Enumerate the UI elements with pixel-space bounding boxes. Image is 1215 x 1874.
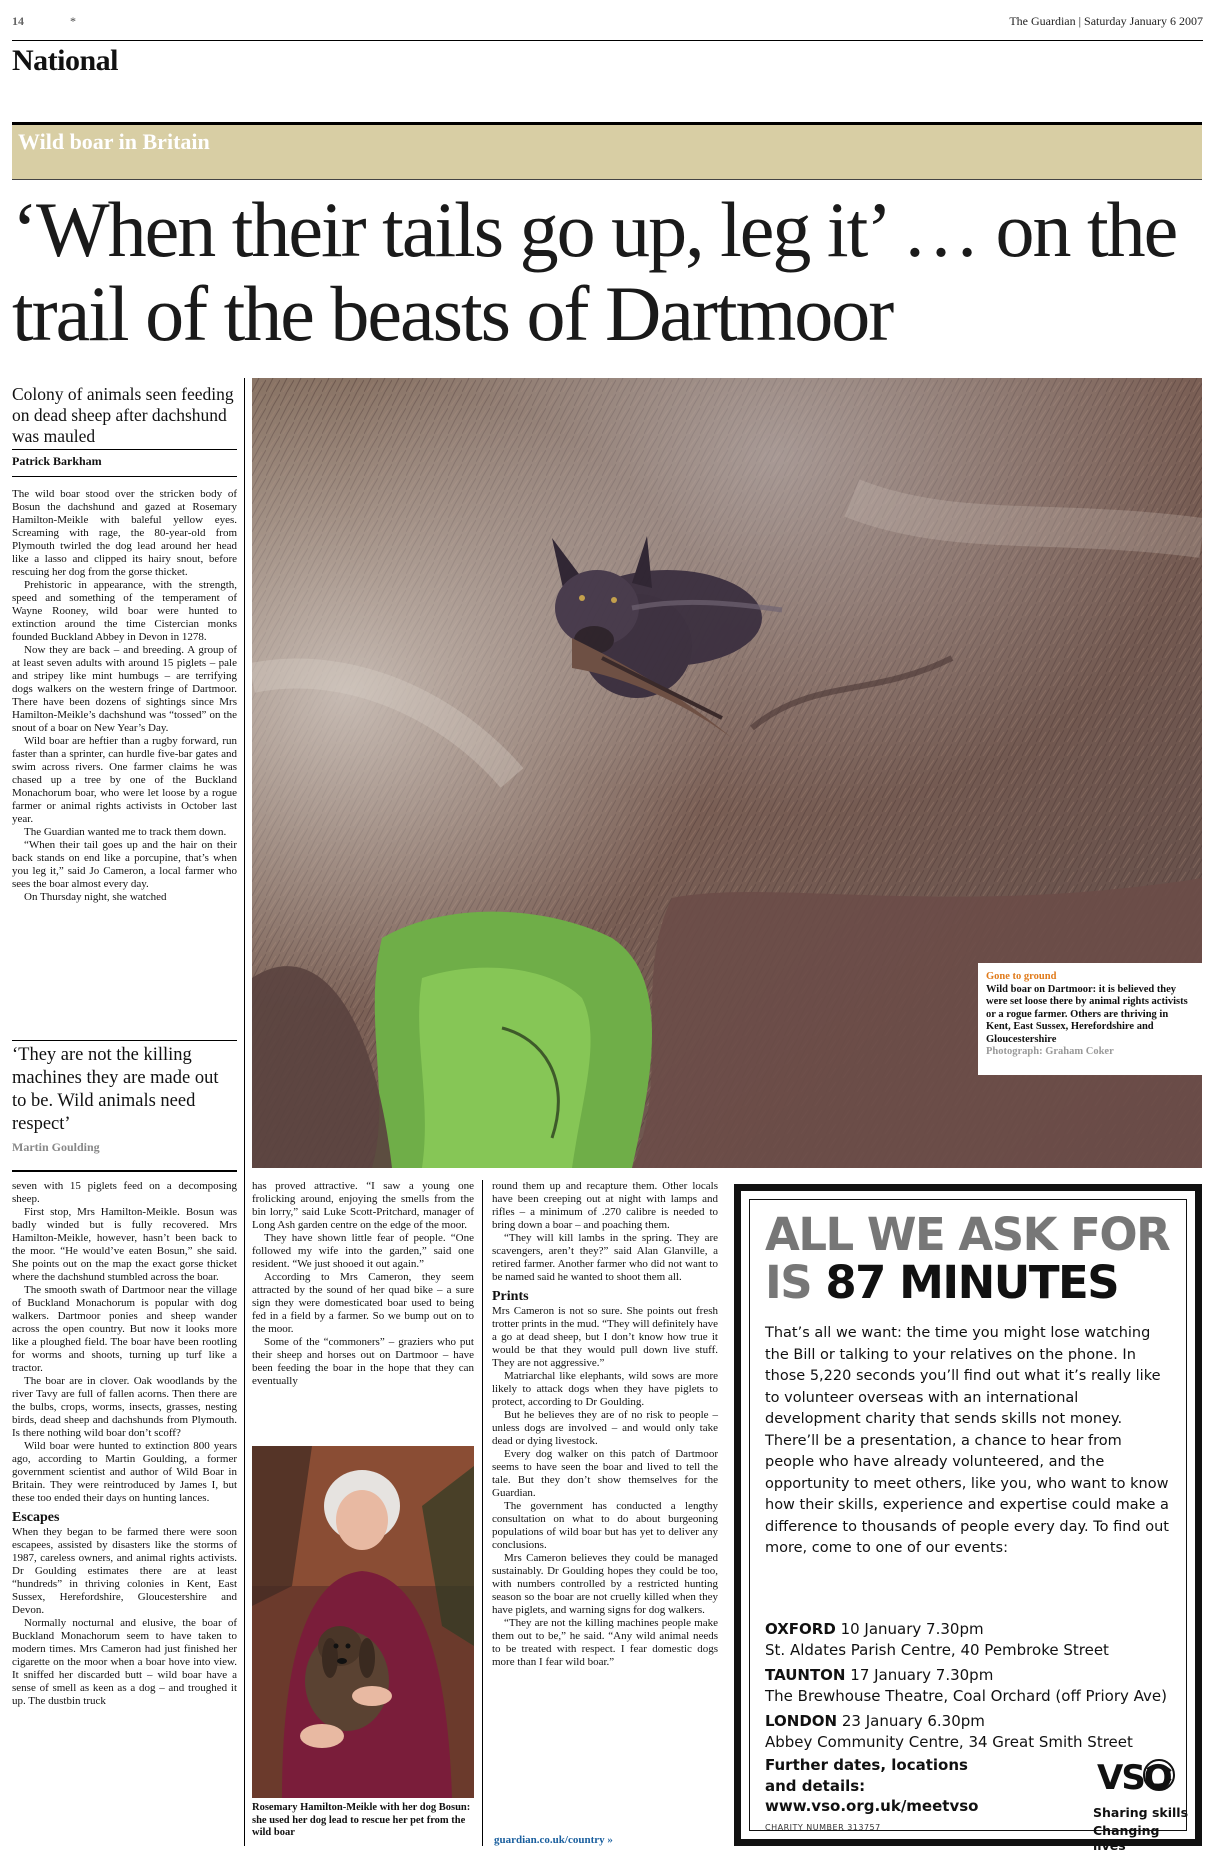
page-number: 14 — [12, 14, 24, 28]
byline-rule — [12, 476, 237, 477]
paragraph: First stop, Mrs Hamilton-Meikle. Bosun was badly winded but is fully recovered. Mrs Hamilton-Meikle, however, hasn’t been back to the moor. “He would’ve eaten Bosun,” she said. She points out on the map the exact gorse thicket where the dachshund stumbled across the boar. — [12, 1206, 237, 1283]
dateline: The Guardian | Saturday January 6 2007 — [1009, 14, 1203, 28]
paragraph: According to Mrs Cameron, they seem attracted by the sound of her quad bike – a sure sign they were domesticated boar used to being fed in a field by a farmer. So we bump out on to the moor. — [252, 1271, 474, 1335]
further-line-1: Further dates, locations — [765, 1756, 968, 1774]
ad-event-oxford — [765, 1619, 1109, 1661]
standfirst: Colony of animals seen feeding on dead sheep after dachshund was mauled — [12, 384, 234, 446]
ad-event-london — [765, 1711, 1133, 1753]
vso-tagline-1: Sharing skills — [1093, 1805, 1189, 1820]
paragraph: When they began to be farmed there were soon escapees, assisted by disasters like the storms of 1987, careless owners, and animal rights activists. Dr Goulding estimates there are at least “hundreds” in thriving colonies in Kent, East Sussex, Herefordshire, Gloucestershire and Devon. — [12, 1526, 237, 1616]
section-label: National — [12, 44, 119, 77]
paragraph: Every dog walker on this patch of Dartmoor seems to have seen the boar and lived to tell the tale. But they don’t show themselves for the Guardian. — [492, 1448, 718, 1499]
caption-kicker: Gone to ground — [986, 971, 1057, 982]
paragraph: Normally nocturnal and elusive, the boar of Buckland Monachorum seem to have taken to modern times. Mrs Cameron had just finished her cigarette on the moor when a boar hove into view. It sniffed her discarded butt – wild boar have a sense of smell as keen as a dog – and troughed it up. The dustbin truck — [12, 1617, 237, 1707]
charity-number: CHARITY NUMBER 313757 — [765, 1823, 881, 1832]
svg-text:VSO: VSO — [1097, 1758, 1171, 1798]
paragraph: The boar are in clover. Oak woodlands by the river Tavy are full of fallen acorns. Then there are the bulbs, crops, worms, insects, grasses, nesting birds, dead sheep and dachshunds from Plymouth. Is there nothing wild boar don’t scoff? — [12, 1375, 237, 1439]
country-link[interactable]: guardian.co.uk/country » — [494, 1834, 613, 1846]
subheading-prints: Prints — [492, 1289, 529, 1304]
portrait-photo-illustration — [252, 1446, 474, 1798]
paragraph: “They will kill lambs in the spring. They are scavengers, aren’t they?” said Alan Glanville, a retired farmer. Another farmer who did not want to be named said he wanted to shoot them all. — [492, 1232, 718, 1283]
paragraph: Prehistoric in appearance, with the strength, speed and something of the temperament of Wayne Rooney, wild boar were hunted to extinction around the time Cistercian monks founded Buckland Abbey in Devon in 1278. — [12, 579, 237, 643]
ad-further-details — [765, 1755, 968, 1797]
event-city: LONDON — [765, 1712, 838, 1730]
event-venue: Abbey Community Centre, 34 Great Smith Street — [765, 1733, 1133, 1751]
standfirst-rule — [12, 449, 237, 450]
paragraph: “They are not the killing machines people make them out to be,” he said. “Any wild animal needs to be treated with respect. I fear domestic dogs more than I fear wild boar.” — [492, 1617, 718, 1668]
subheading-escapes: Escapes — [12, 1510, 60, 1525]
ad-headline-is: IS — [765, 1256, 812, 1309]
ad-headline-line-1: ALL WE ASK FOR — [765, 1208, 1170, 1261]
column-divider — [244, 378, 245, 1846]
paragraph: Mrs Cameron is not so sure. She points out fresh trotter prints in the mud. “They will definitely have a go at dead sheep, but I don’t know how true it would be that they would pull down live stuff. They are not aggressive.” — [492, 1305, 718, 1369]
paragraph: Wild boar are heftier than a rugby forward, run faster than a sprinter, can hurdle five-bar gates and swim across rivers. One farmer claims he was chased up a tree by one of the Buckland Monachorum boar, who were let loose by a rogue farmer or animal rights activists in October last year. — [12, 735, 237, 825]
paragraph: But he believes they are of no risk to people – unless dogs are involved – and would only take dead or dying livestock. — [492, 1409, 718, 1447]
photo-credit: Photograph: Graham Coker — [986, 1046, 1114, 1057]
pullquote-attribution: Martin Goulding — [12, 1140, 100, 1154]
caption-text: Wild boar on Dartmoor: it is believed they were set loose there by animal rights activists or a rogue farmer. Others are thriving in Kent, East Sussex, Herefordshire and Gloucestershire — [986, 983, 1188, 1045]
paragraph: has proved attractive. “I saw a young one frolicking around, enjoying the smells from the bin lorry,” said Luke Scott-Pritchard, manager of Long Ash garden centre on the edge of the moor. — [252, 1180, 474, 1231]
ad-body-text: That’s all we want: the time you might lose watching the Bill or talking to your relatives on the phone. In those 5,220 seconds you’ll find out what it’s really like to volunteer overseas with an international development charity that sends skills not money. There’ll be a presentation, a chance to hear from people who have already volunteered, and the opportunity to meet others, like you, who want to know how their skills, experience and expertise could make a difference to thousands of people every day. To find out more, come to one of our events: — [765, 1325, 1169, 1556]
vso-tagline-2: Changing lives — [1093, 1823, 1160, 1853]
paragraph: round them up and recapture them. Other locals have been creeping out at night with lamps and rifles – a minimum of .270 calibre is needed to bring down a boar – and poaching them. — [492, 1180, 718, 1231]
event-date: 23 January 6.30pm — [841, 1712, 985, 1730]
photo-rosemary-with-dog — [252, 1446, 474, 1798]
event-venue: St. Aldates Parish Centre, 40 Pembroke Street — [765, 1641, 1109, 1659]
byline: Patrick Barkham — [12, 454, 102, 468]
further-line-2: and details: — [765, 1777, 866, 1795]
article-column-1-top — [12, 488, 237, 904]
event-venue: The Brewhouse Theatre, Coal Orchard (off Priory Ave) — [765, 1687, 1168, 1705]
paragraph: Some of the “commoners” – graziers who put their sheep and horses out on Dartmoor – have been feeding the boar in the hope that they can eventually — [252, 1336, 474, 1387]
event-date: 10 January 7.30pm — [840, 1620, 984, 1638]
paragraph: The wild boar stood over the stricken body of Bosun the dachshund and gazed at Rosemary Hamilton-Meikle with baleful yellow eyes. Screaming with rage, the 80-year-old from Plymouth twirled the dog lead around her head like a lasso and clipped its hairy snout, before rescuing her dog from the gorse thicket. — [12, 488, 237, 578]
paragraph: Now they are back – and breeding. A group of at least seven adults with around 15 piglets – pale and stripey like mint humbugs – are terrifying dogs walkers on the western fringe of Dartmoor. There have been dozens of sightings since Mrs Hamilton-Meikle’s dachshund was “tossed” on the snout of a boar on New Year’s Day. — [12, 644, 237, 734]
pullquote-rule — [12, 1040, 237, 1041]
ad-event-taunton — [765, 1665, 1167, 1707]
main-photo-caption — [978, 963, 1202, 1075]
paragraph: They have shown little fear of people. “One followed my wife into the garden,” said one resident. “We just shooed it out again.” — [252, 1232, 474, 1270]
ad-headline-minutes: 87 MINUTES — [825, 1256, 1119, 1309]
ad-url-link[interactable]: www.vso.org.uk/meetvso — [765, 1797, 979, 1815]
event-date: 17 January 7.30pm — [850, 1666, 994, 1684]
column-divider — [482, 1180, 483, 1846]
kicker-text: Wild boar in Britain — [18, 129, 210, 154]
paragraph: The government has conducted a lengthy consultation on what to do about burgeoning populations of wild boar but has yet to deliver any conclusions. — [492, 1500, 718, 1551]
paragraph: seven with 15 piglets feed on a decomposing sheep. — [12, 1180, 237, 1205]
event-city: TAUNTON — [765, 1666, 846, 1684]
article-column-2 — [252, 1180, 474, 1388]
paragraph: The smooth swath of Dartmoor near the village of Buckland Monachorum is popular with dog walkers. Dartmoor ponies and sheep wander across the open country. But now it looks more like a ploughed field. The boar have been rootling for worms and shoots, turning up turf like a tractor. — [12, 1284, 237, 1374]
vso-logo-icon — [1097, 1751, 1177, 1801]
article-column-3 — [492, 1180, 718, 1669]
article-column-1-bottom — [12, 1180, 237, 1708]
paragraph: The Guardian wanted me to track them down. — [24, 826, 227, 838]
top-rule — [12, 40, 1203, 41]
paragraph: Matriarchal like elephants, wild sows are more likely to attack dogs when they have piglets to protect, according to Dr Goulding. — [492, 1370, 718, 1408]
headline: ‘When their tails go up, leg it’ … on the trail of the beasts of Dartmoor — [12, 186, 1177, 357]
small-photo-caption: Rosemary Hamilton-Meikle with her dog Bosun: she used her dog lead to rescue her pet from the wild boar — [252, 1802, 471, 1838]
pullquote-bottom-rule — [12, 1170, 237, 1172]
edition-star: * — [70, 14, 76, 28]
paragraph: “When their tail goes up and the hair on their back stands on end like a porcupine, that’s when you leg it,” said Jo Cameron, a local farmer who sees the boar almost every day. — [12, 839, 237, 890]
paragraph: On Thursday night, she watched — [24, 891, 167, 903]
kicker-bar — [12, 122, 1202, 180]
ad-headline-line-2 — [765, 1256, 1119, 1309]
pullquote: ‘They are not the killing machines they are made out to be. Wild animals need respect’ — [12, 1045, 219, 1134]
paragraph: Mrs Cameron believes they could be managed sustainably. Dr Goulding hopes they could be too, with numbers controlled by a restricted hunting season so the boar are not cruelly killed when they have piglets, and warning signs for dog walkers. — [492, 1552, 718, 1616]
vso-logo — [1097, 1751, 1177, 1801]
paragraph: Wild boar were hunted to extinction 800 years ago, according to Martin Goulding, a former government scientist and author of Wild Boar in Britain. They were reintroduced by James I, but these too ended their days on hunting lances. — [12, 1440, 237, 1504]
event-city: OXFORD — [765, 1620, 836, 1638]
vso-advertisement — [734, 1184, 1202, 1853]
